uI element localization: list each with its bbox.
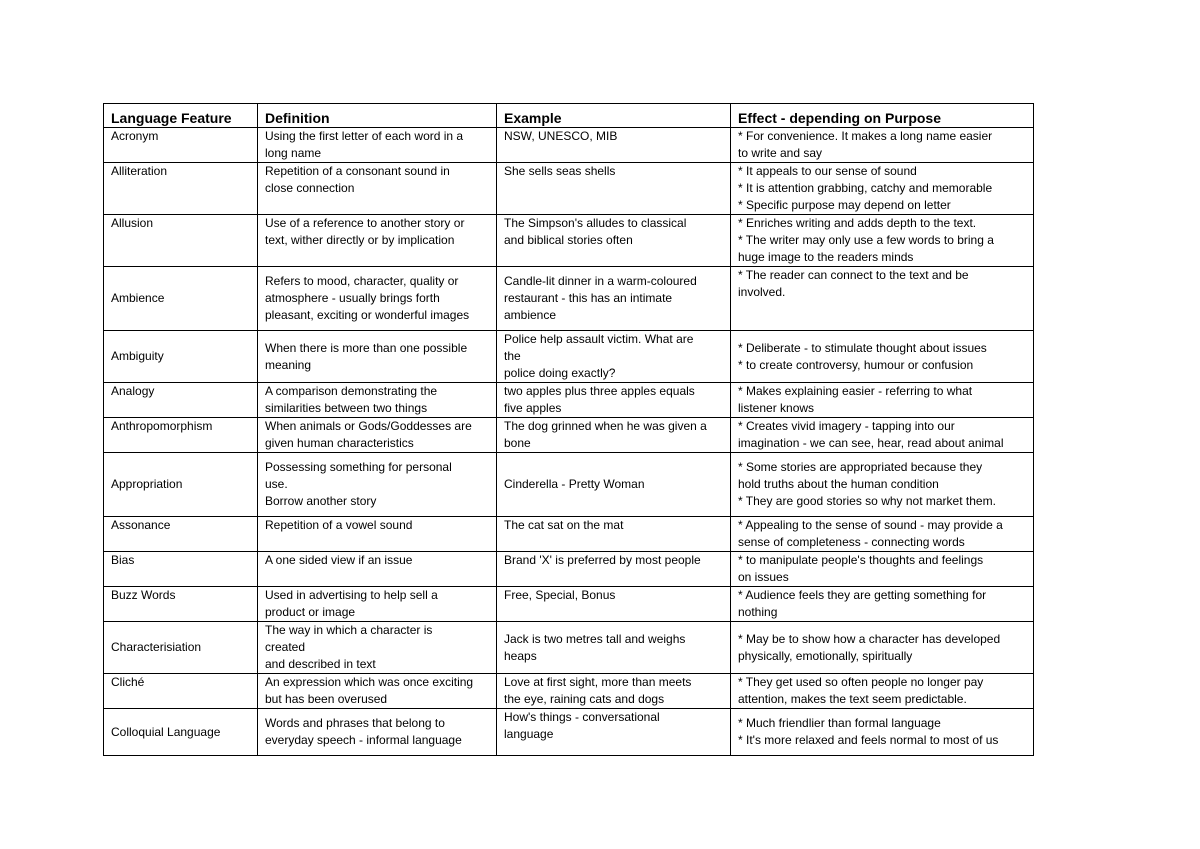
definition-cell <box>258 622 497 674</box>
example-line: Candle-lit dinner in a warm-coloured <box>504 274 697 288</box>
effect-line: physically, emotionally, spiritually <box>738 648 913 663</box>
feature-cell: Appropriation <box>104 453 258 517</box>
table-row <box>104 453 1034 517</box>
effect-line: * For convenience. It makes a long name easier <box>738 129 993 143</box>
effect-line: * It's more relaxed and feels normal to most of us <box>738 733 999 747</box>
definition-line: pleasant, exciting or wonderful images <box>265 308 470 322</box>
definition-line: created <box>265 640 306 654</box>
effect-line: involved. <box>738 285 786 299</box>
definition-line: atmosphere - usually brings forth <box>265 291 440 305</box>
definition-cell <box>258 674 497 709</box>
definition-cell <box>258 418 497 453</box>
example-cell <box>497 674 731 709</box>
feature-cell: Bias <box>104 552 258 587</box>
header-example: Example <box>497 104 731 128</box>
example-line: the eye, raining cats and dogs <box>504 692 665 706</box>
effect-line: hold truths about the human condition <box>738 477 939 491</box>
effect-cell <box>731 128 1034 163</box>
definition-cell <box>258 453 497 517</box>
table-row <box>104 383 1034 418</box>
definition-cell <box>258 517 497 552</box>
example-cell <box>497 418 731 453</box>
feature-cell: Ambiguity <box>104 331 258 383</box>
definition-cell <box>258 709 497 756</box>
example-line: two apples plus three apples equals <box>504 384 695 398</box>
example-cell <box>497 552 731 587</box>
effect-line: * Enriches writing and adds depth to the text. <box>738 216 977 230</box>
definition-line: Possessing something for personal <box>265 460 452 474</box>
definition-line: everyday speech - informal language <box>265 733 462 747</box>
table-row <box>104 128 1034 163</box>
table-body <box>104 128 1034 756</box>
feature-cell: Buzz Words <box>104 587 258 622</box>
effect-line: * The reader can connect to the text and be <box>738 268 969 282</box>
example-line: language <box>504 727 554 741</box>
definition-cell <box>258 215 497 267</box>
table-row <box>104 587 1034 622</box>
table-row <box>104 163 1034 215</box>
example-line: restaurant - this has an intimate <box>504 291 673 305</box>
example-cell <box>497 128 731 163</box>
effect-line: sense of completeness - connecting words <box>738 535 965 549</box>
effect-line: * The writer may only use a few words to bring a <box>738 233 994 247</box>
feature-cell: Colloquial Language <box>104 709 258 756</box>
header-definition: Definition <box>258 104 497 128</box>
effect-line: on issues <box>738 570 789 584</box>
definition-cell <box>258 128 497 163</box>
effect-cell <box>731 453 1034 517</box>
example-line: How's things - conversational <box>504 710 660 724</box>
example-cell <box>497 709 731 756</box>
effect-cell <box>731 674 1034 709</box>
effect-line: * Much friendlier than formal language <box>738 716 941 730</box>
definition-line: A comparison demonstrating the <box>265 384 438 398</box>
example-line: Love at first sight, more than meets <box>504 675 692 689</box>
effect-line: * Creates vivid imagery - tapping into our <box>738 419 955 433</box>
definition-line: and described in text <box>265 657 376 671</box>
effect-line: * May be to show how a character has developed <box>738 631 1001 646</box>
definition-cell <box>258 383 497 418</box>
effect-cell <box>731 622 1034 674</box>
definition-line: Repetition of a vowel sound <box>265 518 413 532</box>
feature-cell: Allusion <box>104 215 258 267</box>
effect-line: imagination - we can see, hear, read about animal <box>738 436 1004 450</box>
effect-line: * Specific purpose may depend on letter <box>738 198 951 212</box>
effect-cell <box>731 215 1034 267</box>
definition-line: close connection <box>265 181 355 195</box>
example-line: and biblical stories often <box>504 233 633 247</box>
example-line: heaps <box>504 648 537 663</box>
effect-line: listener knows <box>738 401 815 415</box>
definition-line: A one sided view if an issue <box>265 553 413 567</box>
example-line: bone <box>504 436 531 450</box>
table-row <box>104 674 1034 709</box>
table-row <box>104 552 1034 587</box>
table-header-row <box>104 104 1034 128</box>
definition-cell <box>258 331 497 383</box>
effect-cell <box>731 331 1034 383</box>
example-cell <box>497 517 731 552</box>
definition-line: but has been overused <box>265 692 388 706</box>
effect-cell <box>731 552 1034 587</box>
effect-line: * to create controversy, humour or confusion <box>738 357 974 372</box>
definition-line: product or image <box>265 605 356 619</box>
feature-cell: Alliteration <box>104 163 258 215</box>
header-language-feature: Language Feature <box>104 104 258 128</box>
language-features-table <box>103 103 1034 756</box>
example-line: police doing exactly? <box>504 366 616 380</box>
table-row <box>104 622 1034 674</box>
definition-cell <box>258 163 497 215</box>
definition-line: similarities between two things <box>265 401 428 415</box>
definition-line: Used in advertising to help sell a <box>265 588 438 602</box>
effect-line: attention, makes the text seem predictable. <box>738 692 967 706</box>
effect-line: to write and say <box>738 146 823 160</box>
definition-line: Words and phrases that belong to <box>265 716 445 730</box>
header-effect: Effect - depending on Purpose <box>731 104 1034 128</box>
example-line: the <box>504 349 521 363</box>
table-row <box>104 267 1034 331</box>
example-cell <box>497 587 731 622</box>
effect-line: huge image to the readers minds <box>738 250 914 264</box>
example-line: ambience <box>504 308 557 322</box>
example-cell <box>497 622 731 674</box>
example-line: five apples <box>504 401 562 415</box>
example-line: NSW, UNESCO, MIB <box>504 129 618 143</box>
effect-cell <box>731 383 1034 418</box>
effect-line: * Deliberate - to stimulate thought about issues <box>738 340 987 355</box>
definition-line: The way in which a character is <box>265 623 433 637</box>
effect-cell <box>731 587 1034 622</box>
example-cell <box>497 215 731 267</box>
definition-line: Using the first letter of each word in a <box>265 129 464 143</box>
effect-line: * to manipulate people's thoughts and feelings <box>738 553 984 567</box>
effect-line: * Audience feels they are getting something for <box>738 588 987 602</box>
effect-line: nothing <box>738 605 778 619</box>
definition-line: Repetition of a consonant sound in <box>265 164 450 178</box>
effect-line: * It is attention grabbing, catchy and memorable <box>738 181 993 195</box>
feature-cell: Assonance <box>104 517 258 552</box>
example-line: Cinderella - Pretty Woman <box>504 477 645 491</box>
example-cell <box>497 267 731 331</box>
effect-cell <box>731 418 1034 453</box>
definition-line: An expression which was once exciting <box>265 675 474 689</box>
example-line: Brand 'X' is preferred by most people <box>504 553 701 567</box>
definition-line: long name <box>265 146 322 160</box>
feature-cell: Characterisiation <box>104 622 258 674</box>
table-row <box>104 215 1034 267</box>
example-line: The dog grinned when he was given a <box>504 419 707 433</box>
feature-cell: Ambience <box>104 267 258 331</box>
example-cell <box>497 453 731 517</box>
table-row <box>104 517 1034 552</box>
definition-line: text, wither directly or by implication <box>265 233 455 247</box>
effect-line: * Appealing to the sense of sound - may provide a <box>738 518 1003 532</box>
definition-line: meaning <box>265 357 312 372</box>
definition-line: When there is more than one possible <box>265 340 468 355</box>
feature-cell: Cliché <box>104 674 258 709</box>
effect-cell <box>731 517 1034 552</box>
definition-line: given human characteristics <box>265 436 414 450</box>
effect-line: * They are good stories so why not market them. <box>738 494 996 508</box>
table-row <box>104 418 1034 453</box>
example-cell <box>497 331 731 383</box>
effect-cell <box>731 267 1034 331</box>
example-line: The Simpson's alludes to classical <box>504 216 687 230</box>
definition-line: Refers to mood, character, quality or <box>265 274 459 288</box>
feature-cell: Acronym <box>104 128 258 163</box>
example-line: Police help assault victim. What are <box>504 332 694 346</box>
effect-line: * They get used so often people no longer pay <box>738 675 984 689</box>
example-line: The cat sat on the mat <box>504 518 624 532</box>
effect-cell <box>731 709 1034 756</box>
definition-line: Borrow another story <box>265 494 377 508</box>
table-row <box>104 709 1034 756</box>
effect-line: * Some stories are appropriated because they <box>738 460 983 474</box>
example-line: Free, Special, Bonus <box>504 588 616 602</box>
feature-cell: Anthropomorphism <box>104 418 258 453</box>
effect-line: * It appeals to our sense of sound <box>738 164 917 178</box>
definition-line: When animals or Gods/Goddesses are <box>265 419 472 433</box>
definition-line: Use of a reference to another story or <box>265 216 465 230</box>
example-line: Jack is two metres tall and weighs <box>504 631 686 646</box>
table-row <box>104 331 1034 383</box>
example-cell <box>497 163 731 215</box>
example-line: She sells seas shells <box>504 164 616 178</box>
feature-cell: Analogy <box>104 383 258 418</box>
definition-cell <box>258 552 497 587</box>
definition-line: use. <box>265 477 288 491</box>
definition-cell <box>258 267 497 331</box>
effect-cell <box>731 163 1034 215</box>
effect-line: * Makes explaining easier - referring to what <box>738 384 973 398</box>
definition-cell <box>258 587 497 622</box>
example-cell <box>497 383 731 418</box>
